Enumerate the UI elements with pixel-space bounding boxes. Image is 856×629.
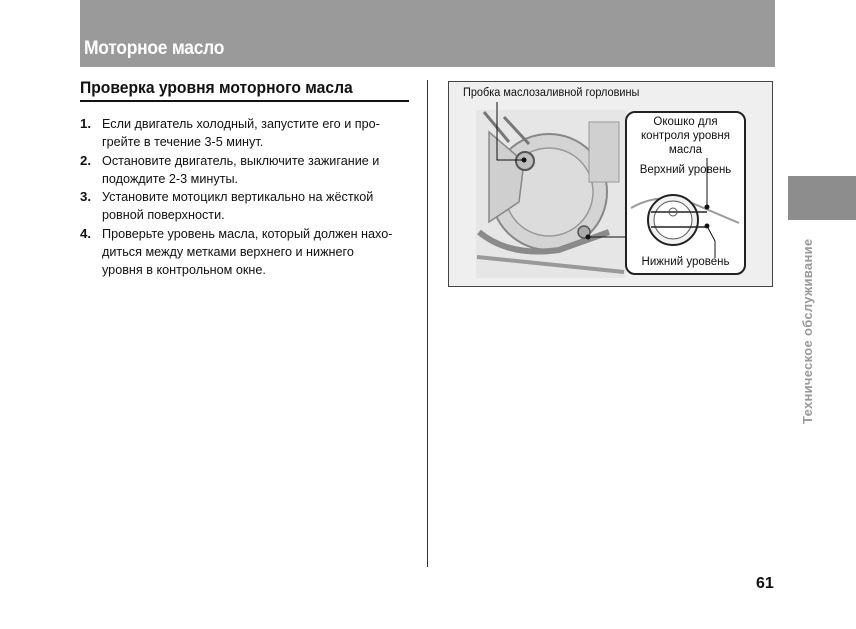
oil-window-label-line2: контроля уровня: [641, 130, 730, 142]
step-number: 4.: [80, 225, 92, 241]
section-title-underline: [80, 100, 409, 102]
steps-list: [80, 115, 412, 280]
lower-level-label: Нижний уровень: [641, 256, 730, 268]
step-number: 2.: [80, 152, 92, 168]
step-item: [80, 152, 412, 189]
section-title: Проверка уровня моторного масла: [80, 78, 353, 97]
chapter-side-tab: [788, 176, 856, 220]
chapter-title: Моторное масло: [84, 38, 225, 59]
step-number: 3.: [80, 189, 92, 205]
upper-level-label: Верхний уровень: [639, 164, 732, 176]
filler-cap-label: Пробка маслозаливной горловины: [463, 87, 640, 99]
step-text: Проверьте уровень масла, который должен нахо- диться между метками верхнего и нижнего уровня в контрольном окне.: [102, 225, 393, 278]
step-item: [80, 225, 412, 280]
chapter-side-label: Техническое обслуживание: [800, 238, 815, 424]
oil-window-label-line3: масла: [668, 144, 703, 156]
step-item: [80, 188, 412, 225]
oil-window-inset: [625, 111, 746, 275]
column-divider: [427, 80, 428, 567]
step-text: Остановите двигатель, выключите зажигание и подождите 2-3 минуты.: [102, 152, 380, 186]
step-item: [80, 115, 412, 152]
oil-window-label-line1: Окошко для: [653, 116, 718, 128]
step-text: Если двигатель холодный, запустите его и про- грейте в течение 3-5 минут.: [102, 116, 380, 150]
page-number: 61: [756, 575, 774, 592]
step-number: 1.: [80, 116, 92, 131]
step-text: Установите мотоцикл вертикально на жёсткой ровной поверхности.: [102, 189, 374, 223]
